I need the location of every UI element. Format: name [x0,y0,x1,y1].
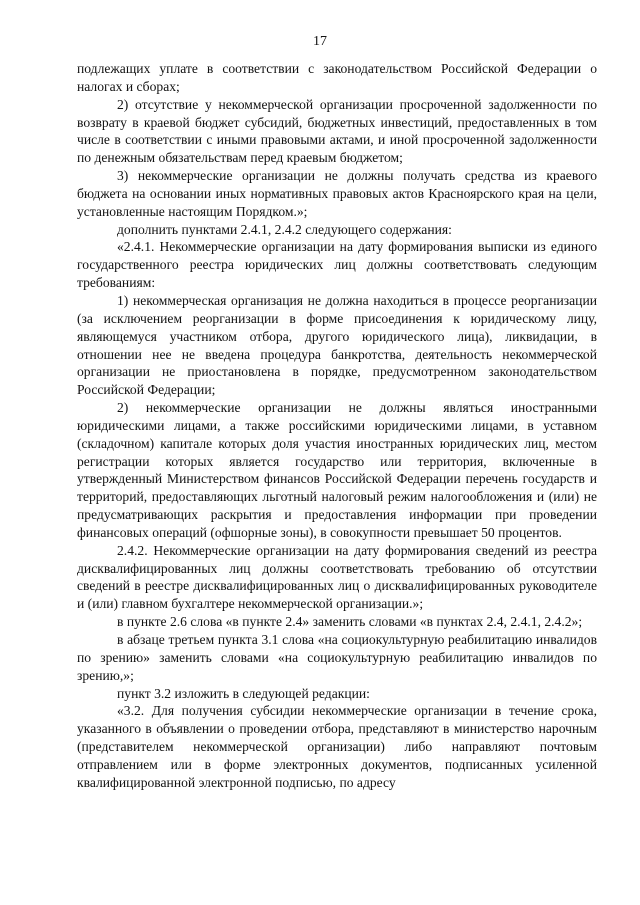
paragraph: «2.4.1. Некоммерческие организации на дату формирования выписки из единого государственного реестра юридических лиц должны соответствовать следующим требованиям: [77,239,597,291]
paragraph: 2.4.2. Некоммерческие организации на дату формирования сведений из реестра дисквалифицированных лиц должны соответствовать требованию об отсутствии сведений в реестре дисквалифицированных лиц о дисквалифицированных руководителе и (или) главном бухгалтере некоммерческой организации.»; [77,542,597,612]
paragraph: 2) отсутствие у некоммерческой организации просроченной задолженности по возврату в краевой бюджет субсидий, бюджетных инвестиций, предоставленных в том числе в соответствии с иными правовыми актами, и иной просроченной задолженности по денежным обязательствам перед краевым бюджетом; [77,96,597,166]
paragraph: подлежащих уплате в соответствии с законодательством Российской Федерации о налогах и сборах; [77,61,597,94]
paragraph: в абзаце третьем пункта 3.1 слова «на социокультурную реабилитацию инвалидов по зрению» заменить словами «на социокультурную реабилитацию инвалидов по зрению,»; [77,632,597,683]
document-body [77,60,597,792]
paragraph: в пункте 2.6 слова «в пункте 2.4» заменить словами «в пунктах 2.4, 2.4.1, 2.4.2»; [117,614,583,630]
paragraph: пункт 3.2 изложить в следующей редакции: [117,685,370,701]
paragraph: «3.2. Для получения субсидии некоммерческие организации в течение срока, указанного в объявлении о проведении отбора, представляют в министерство нарочным (представителем некоммерческой организации) либо направляют почтовым отправлением или в форме электронных документов, подписанных усиленной квалифицированной электронной подписью, по адресу [77,703,597,790]
page-number: 17 [313,34,327,49]
paragraph: 3) некоммерческие организации не должны получать средства из краевого бюджета на основании иных нормативных правовых актов Красноярского края на цели, установленные настоящим Порядком.»; [77,168,597,219]
paragraph: 2) некоммерческие организации не должны являться иностранными юридическими лицами, а также российскими юридическими лицами, в уставном (складочном) капитале которых доля участия иностранных юридических лиц, местом регистрации которых является государство или территория, включенные в утвержденный Министерством финансов Российской Федерации перечень государств и территорий, предоставляющих льготный налоговый режим налогообложения и (или) не предусматривающих раскрытия и предоставления информации при проведении финансовых операций (офшорные зоны), в совокупности превышает 50 процентов. [77,400,597,540]
paragraph: дополнить пунктами 2.4.1, 2.4.2 следующего содержания: [117,221,452,237]
paragraph: 1) некоммерческая организация не должна находиться в процессе реорганизации (за исключением реорганизации в форме присоединения к юридическому лицу, являющемуся участником отбора, другого юридического лица), ликвидации, в отношении нее не введена процедура банкротства, деятельность некоммерческой организации не приостановлена в порядке, предусмотренном законодательством Российской Федерации; [77,292,597,398]
